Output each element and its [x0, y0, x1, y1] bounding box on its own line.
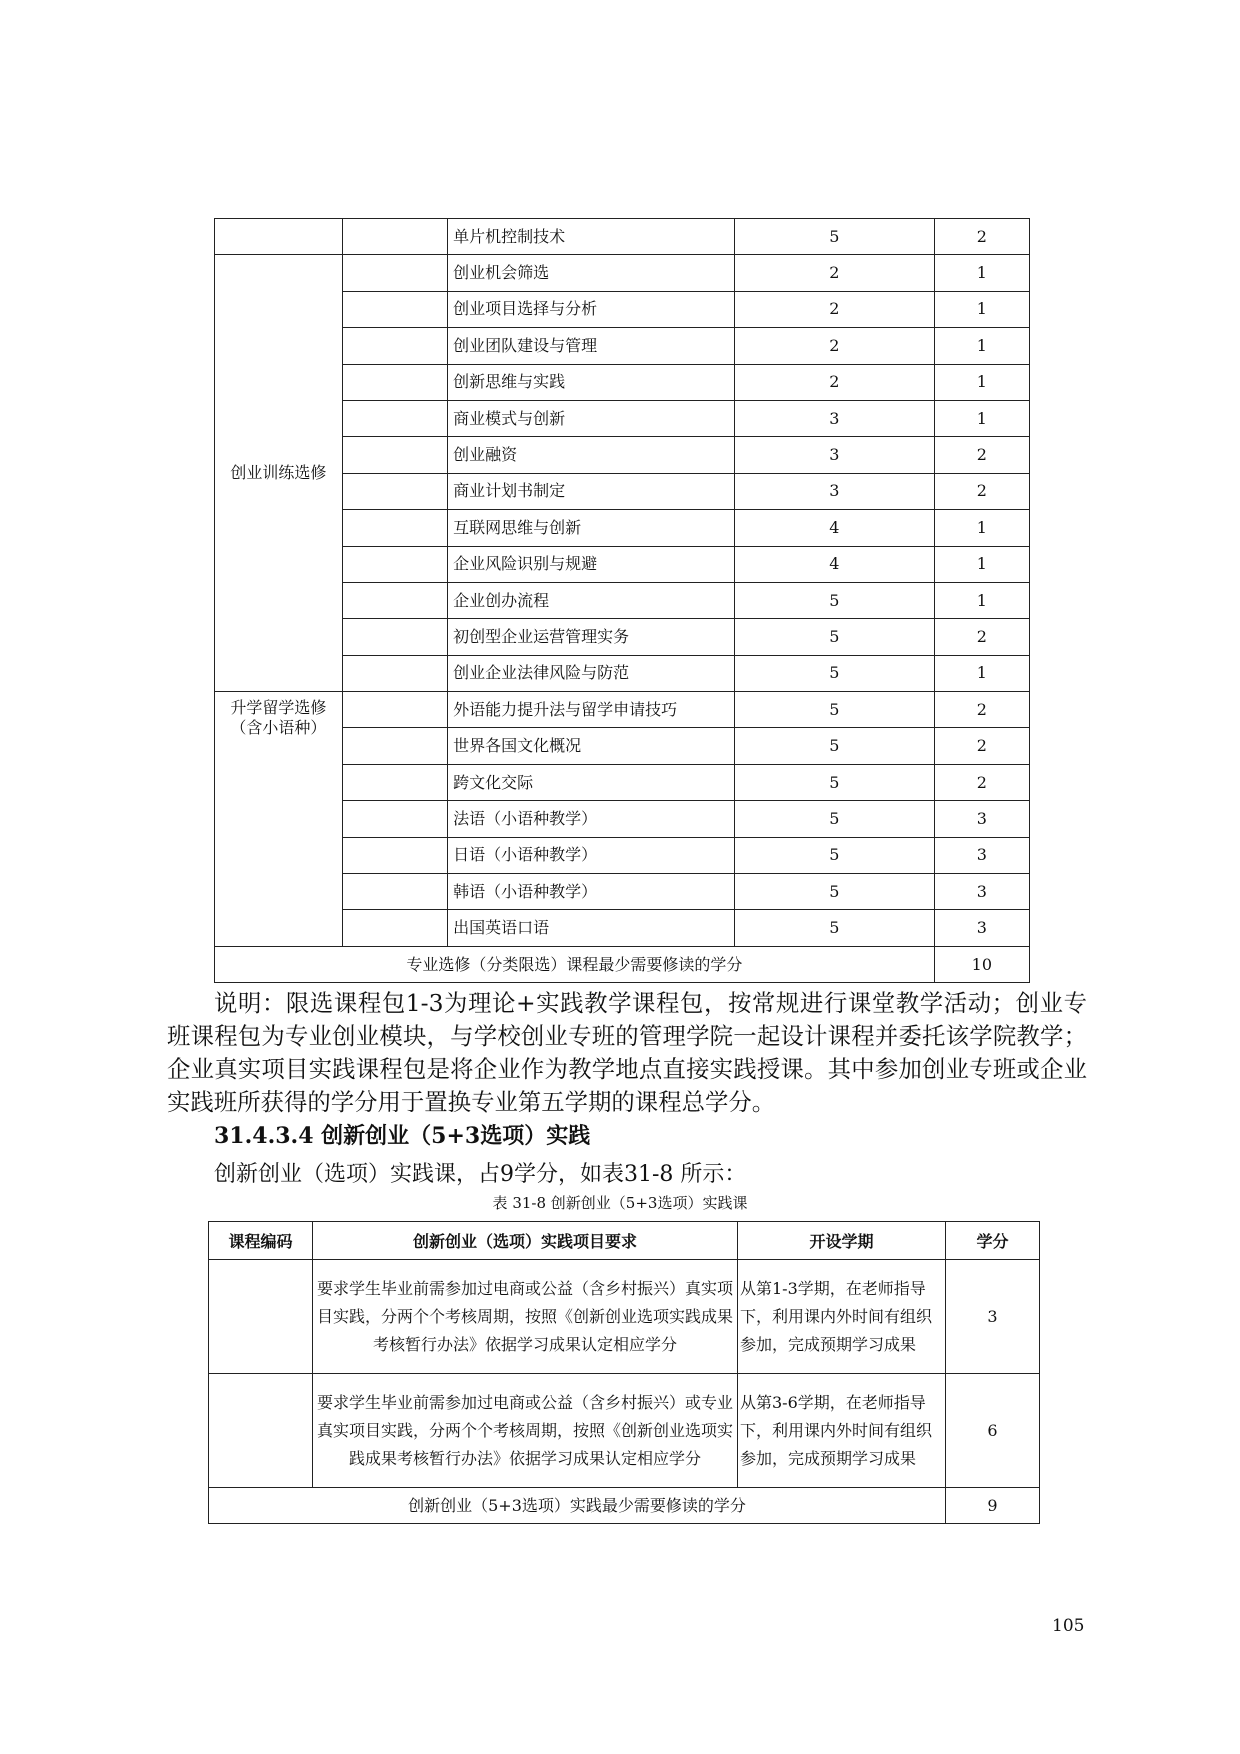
semester-cell: 从第1-3学期，在老师指导下，利用课内外时间有组织参加，完成预期学习成果 — [738, 1260, 946, 1374]
summary-label: 专业选修（分类限选）课程最少需要修读的学分 — [215, 946, 935, 982]
credit-cell: 1 — [934, 364, 1029, 400]
credit-cell: 1 — [934, 291, 1029, 327]
empty-cell — [342, 728, 447, 764]
credit-cell: 2 — [934, 473, 1029, 509]
empty-cell — [342, 473, 447, 509]
summary-value: 9 — [946, 1488, 1040, 1524]
semester-cell: 5 — [735, 910, 935, 946]
credit-cell: 1 — [934, 546, 1029, 582]
category-entrepreneur: 创业训练选修 — [215, 255, 343, 692]
header-semester: 开设学期 — [738, 1222, 946, 1260]
course-name: 外语能力提升法与留学申请技巧 — [448, 692, 735, 728]
course-name: 创业企业法律风险与防范 — [448, 655, 735, 691]
section-intro: 创新创业（选项）实践课，占9学分，如表31-8 所示： — [214, 1162, 747, 1187]
empty-cell — [342, 219, 447, 255]
semester-cell: 3 — [735, 437, 935, 473]
elective-course-table — [214, 218, 1030, 983]
course-name: 创业融资 — [448, 437, 735, 473]
semester-cell: 2 — [735, 291, 935, 327]
empty-cell — [342, 546, 447, 582]
course-name: 企业风险识别与规避 — [448, 546, 735, 582]
empty-cell — [342, 400, 447, 436]
credit-cell: 1 — [934, 655, 1029, 691]
course-name: 创业项目选择与分析 — [448, 291, 735, 327]
empty-cell — [342, 255, 447, 291]
course-name: 韩语（小语种教学） — [448, 874, 735, 910]
semester-cell: 5 — [735, 801, 935, 837]
course-code — [209, 1260, 313, 1374]
table-row — [215, 219, 1030, 255]
empty-cell — [342, 874, 447, 910]
table-row — [215, 692, 1030, 728]
summary-row — [215, 946, 1030, 982]
empty-cell — [342, 910, 447, 946]
course-name: 单片机控制技术 — [448, 219, 735, 255]
semester-cell: 5 — [735, 219, 935, 255]
category-abroad-line1: 升学留学选修 — [230, 698, 327, 718]
empty-cell — [342, 801, 447, 837]
semester-cell: 3 — [735, 400, 935, 436]
course-name: 创新思维与实践 — [448, 364, 735, 400]
course-name: 跨文化交际 — [448, 764, 735, 800]
credit-cell: 2 — [934, 764, 1029, 800]
empty-cell — [342, 291, 447, 327]
empty-cell — [342, 837, 447, 873]
semester-cell: 4 — [735, 510, 935, 546]
header-code: 课程编码 — [209, 1222, 313, 1260]
empty-cell — [342, 364, 447, 400]
credit-cell: 1 — [934, 582, 1029, 618]
course-code — [209, 1374, 313, 1488]
semester-cell: 5 — [735, 728, 935, 764]
semester-cell: 5 — [735, 764, 935, 800]
course-name: 初创型企业运营管理实务 — [448, 619, 735, 655]
empty-cell — [342, 582, 447, 618]
page-number: 105 — [1052, 1616, 1085, 1636]
credit-cell: 3 — [934, 910, 1029, 946]
table-row — [209, 1374, 1040, 1488]
semester-cell: 4 — [735, 546, 935, 582]
empty-cell — [342, 328, 447, 364]
category-abroad — [215, 692, 343, 947]
explanation-note: 说明：限选课程包1-3为理论+实践教学课程包，按常规进行课堂教学活动；创业专班课程包为专业创业模块，与学校创业专班的管理学院一起设计课程并委托该学院教学；企业真实项目实践课程包是将企业作为教学地点直接实践授课。其中参加创业专班或企业实践班所获得的学分用于置换专业第五学期的课程总学分。 — [167, 989, 1087, 1116]
course-name: 日语（小语种教学） — [448, 837, 735, 873]
semester-cell: 2 — [735, 255, 935, 291]
semester-cell: 从第3-6学期，在老师指导下，利用课内外时间有组织参加，完成预期学习成果 — [738, 1374, 946, 1488]
credit-cell: 3 — [934, 874, 1029, 910]
course-name: 出国英语口语 — [448, 910, 735, 946]
semester-cell: 5 — [735, 874, 935, 910]
semester-cell: 5 — [735, 619, 935, 655]
credit-cell: 1 — [934, 400, 1029, 436]
course-name: 创业团队建设与管理 — [448, 328, 735, 364]
requirement-cell: 要求学生毕业前需参加过电商或公益（含乡村振兴）真实项目实践，分两个个考核周期，按照《创新创业选项实践成果考核暂行办法》依据学习成果认定相应学分 — [313, 1260, 738, 1374]
semester-cell: 2 — [735, 328, 935, 364]
credit-cell: 3 — [934, 801, 1029, 837]
credit-cell: 3 — [934, 837, 1029, 873]
course-name: 世界各国文化概况 — [448, 728, 735, 764]
requirement-cell: 要求学生毕业前需参加过电商或公益（含乡村振兴）或专业真实项目实践，分两个个考核周期，按照《创新创业选项实践成果考核暂行办法》依据学习成果认定相应学分 — [313, 1374, 738, 1488]
semester-cell: 5 — [735, 655, 935, 691]
header-credit: 学分 — [946, 1222, 1040, 1260]
course-name: 商业模式与创新 — [448, 400, 735, 436]
semester-cell: 5 — [735, 582, 935, 618]
category-abroad-line2: （含小语种） — [230, 718, 327, 738]
course-name: 商业计划书制定 — [448, 473, 735, 509]
semester-cell: 5 — [735, 837, 935, 873]
summary-row — [209, 1488, 1040, 1524]
table-row — [209, 1260, 1040, 1374]
section-heading: 31.4.3.4 创新创业（5+3选项）实践 — [214, 1123, 591, 1149]
empty-cell — [342, 764, 447, 800]
credit-cell: 2 — [934, 692, 1029, 728]
practice-course-table — [208, 1221, 1040, 1524]
empty-cell — [342, 437, 447, 473]
summary-label: 创新创业（5+3选项）实践最少需要修读的学分 — [209, 1488, 946, 1524]
credit-cell: 3 — [946, 1260, 1040, 1374]
summary-value: 10 — [934, 946, 1029, 982]
empty-cell — [342, 619, 447, 655]
header-row — [209, 1222, 1040, 1260]
category-cell — [215, 219, 343, 255]
credit-cell: 1 — [934, 255, 1029, 291]
credit-cell: 2 — [934, 619, 1029, 655]
credit-cell: 2 — [934, 728, 1029, 764]
semester-cell: 3 — [735, 473, 935, 509]
semester-cell: 5 — [735, 692, 935, 728]
credit-cell: 1 — [934, 510, 1029, 546]
empty-cell — [342, 692, 447, 728]
course-name: 企业创办流程 — [448, 582, 735, 618]
table-row — [215, 255, 1030, 291]
course-name: 互联网思维与创新 — [448, 510, 735, 546]
empty-cell — [342, 510, 447, 546]
credit-cell: 1 — [934, 328, 1029, 364]
course-name: 创业机会筛选 — [448, 255, 735, 291]
credit-cell: 2 — [934, 219, 1029, 255]
credit-cell: 6 — [946, 1374, 1040, 1488]
credit-cell: 2 — [934, 437, 1029, 473]
table-caption: 表 31-8 创新创业（5+3选项）实践课 — [492, 1194, 748, 1212]
empty-cell — [342, 655, 447, 691]
course-name: 法语（小语种教学） — [448, 801, 735, 837]
semester-cell: 2 — [735, 364, 935, 400]
header-requirement: 创新创业（选项）实践项目要求 — [313, 1222, 738, 1260]
